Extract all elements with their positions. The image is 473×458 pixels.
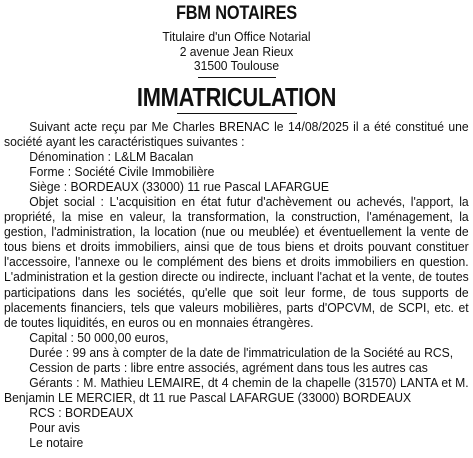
forme-line: Forme : Société Civile Immobilière <box>29 163 215 179</box>
firm-address-line-title: Titulaire d'un Office Notarial <box>162 29 311 44</box>
signature-line: Le notaire <box>29 435 84 451</box>
firm-address-line-city: 31500 Toulouse <box>193 58 280 73</box>
firm-address-line-street: 2 avenue Jean Rieux <box>179 43 294 59</box>
firm-address <box>20 30 452 74</box>
intro-paragraph: Suivant acte reçu par Me Charles BRENAC le 14/08/2025 il a été constitué une société ayant les caractéristiques suivantes : <box>4 118 469 149</box>
siege-line: Siège : BORDEAUX (33000) 11 rue Pascal LAFARGUE <box>29 178 329 194</box>
denomination-line: Dénomination : L&LM Bacalan <box>29 148 194 164</box>
pour-avis-line: Pour avis <box>29 420 80 436</box>
header-divider <box>198 77 276 78</box>
gerants-paragraph: Gérants : M. Mathieu LEMAIRE, dt 4 chemin de la chapelle (31570) LANTA et M. Benjamin LE MERCIER, dt 11 rue Pascal LAFARGUE (33000) BORDEAUX <box>4 375 469 406</box>
duree-line: Durée : 99 ans à compter de la date de l'immatriculation de la Société au RCS, <box>29 344 454 360</box>
notice-title: IMMATRICULATION <box>136 81 337 112</box>
objet-paragraph: Objet social : L'acquisition en état futur d'achèvement ou achevés, l'apport, la propriété, la mise en valeur, la transformation, la construction, l'aménagement, la gestion, l'administration, la location (nue ou meublée) et éventuellement la vente de tous biens et droits immobiliers, ainsi que de tous biens et droits pouvant constituer l'accessoire, l'annexe ou le complément des biens et droits immobiliers en question. L'administration et la gestion directe ou indirecte, incluant l'achat et la vente, de toutes participations dans les sociétés, qu'elle que soit leur forme, de tous supports de placements financiers, tels que valeurs mobilières, parts d'OPCVM, de SCPI, etc. et de toutes liquidités, en euros ou en monnaies étrangères. <box>4 193 469 330</box>
cession-line: Cession de parts : libre entre associés, agrément dans tous les autres cas <box>29 360 428 375</box>
notice-body <box>4 119 469 451</box>
legal-notice <box>4 2 469 451</box>
firm-name: FBM NOTAIRES <box>175 3 298 24</box>
rcs-line: RCS : BORDEAUX <box>29 405 134 421</box>
capital-line: Capital : 50 000,00 euros, <box>29 329 169 345</box>
title-underline <box>177 113 297 114</box>
